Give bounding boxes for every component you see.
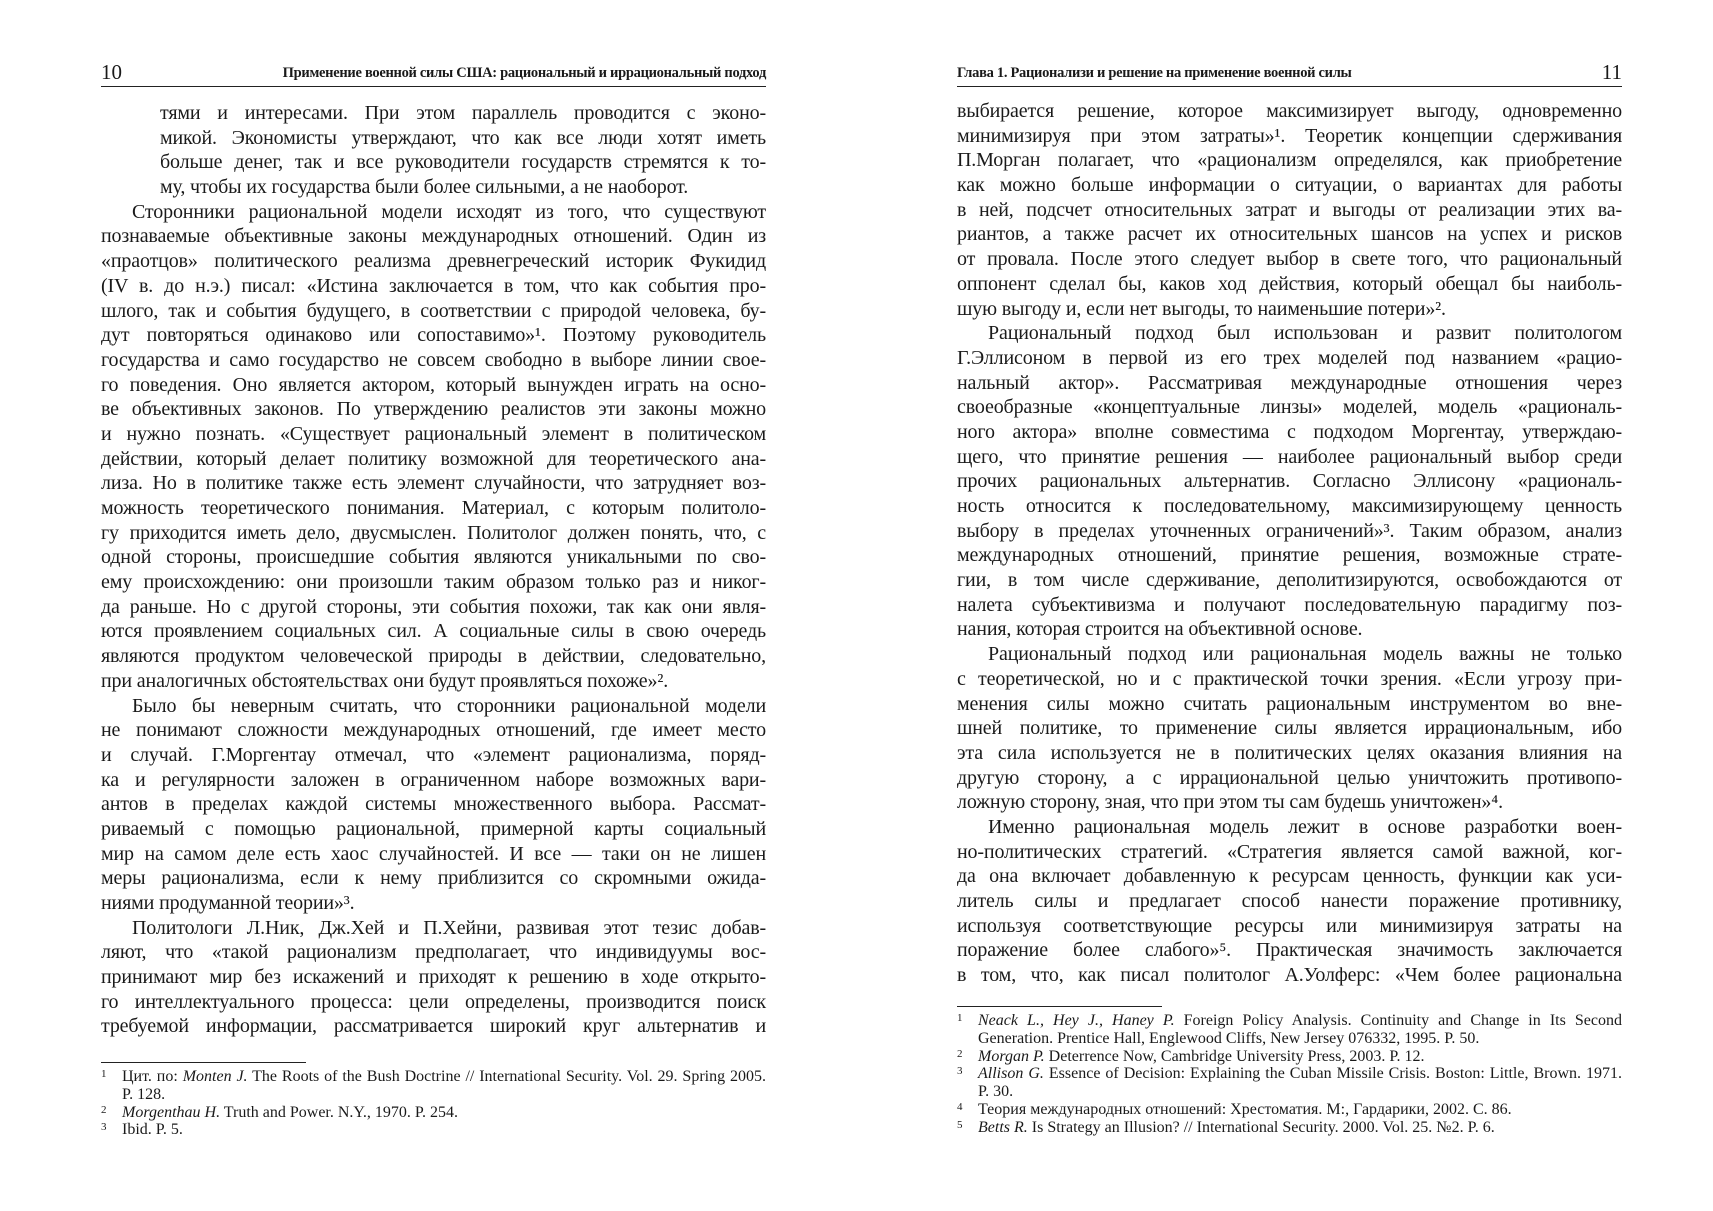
text-line: (IV в. до н.э.) писал: «Истина заключается в том, что как события про- [101,274,766,297]
footnote-text: Is Strategy an Illusion? // International Security. 2000. Vol. 25. №2. P. 6. [1027,1118,1495,1136]
text-line: ность относится к последовательному, максимизирующему ценность [957,495,1622,517]
text-line: поражение более слабого»⁵. Практическая значимость заключается [957,939,1622,962]
paragraph [101,200,766,694]
text-line: шлого, так и события будущего, в соответствии с природой человека, бу- [101,299,766,322]
running-head-title: Глава 1. Рационализи и решение на применение военной силы [957,65,1352,81]
text-line: минимизируя при этом затраты»¹. Теоретик концепции сдерживания [957,124,1622,147]
text-line: но-политических стратегий. «Стратегия является самой важной, ког- [957,840,1622,863]
text-line: шую выгоду и, если нет выгоды, то наименьшие потери»². [957,297,1446,320]
page-body [957,99,1622,988]
text-line: от провала. После этого следует выбор в свете того, что рациональный [957,248,1622,271]
text-line: Г.Эллисоном в первой из его трех моделей под названием «рацио- [957,346,1622,369]
footnote-number: 3 [101,1121,107,1134]
text-line: риваемый с помощью рациональной, примерной карты социальный [101,817,766,840]
text-line: «праотцов» политического реализма древнегреческий историк Фукидид [101,250,766,273]
text-line: нальный актор». Рассматривая международные отношения через [957,371,1622,394]
page-number: 11 [1601,60,1622,84]
footnote-number: 1 [957,1012,963,1024]
text-line: нания, которая строится на объективной основе. [957,618,1363,641]
text-line: государства и само государство не совсем свободно в выборе линии свое- [101,348,766,371]
footnote [101,1104,766,1122]
footnote-text: Essence of Decision: Explaining the Cuban Missile Crisis. Boston: Little, Brown. 1971. P. 30. [978,1065,1623,1101]
paragraph [957,642,1622,815]
text-line: меры рационализма, если к нему приблизится со скромными ожида- [101,867,766,890]
text-line: ниями продуманной теории»³. [101,892,355,914]
text-line: оппонент сделал бы, каков ход действия, который обещал бы наиболь- [957,272,1622,295]
text-line: му, чтобы их государства были более сильными, а не наоборот. [160,176,689,199]
footnote-number: 2 [101,1103,107,1116]
footnote-divider [101,1062,306,1063]
footnote-divider [957,1006,1162,1007]
text-line: Рациональный подход или рациональная модель важны не только [988,643,1622,666]
footnote-prefix: Цит. по: [122,1068,183,1085]
text-line: с теоретической, но и с практической точки зрения. «Если угрозу при- [957,667,1622,690]
footnote-author: Morgenthau H. [122,1103,221,1121]
paragraph [957,99,1622,321]
text-line: Рациональный подход был использован и развит политологом [988,322,1622,345]
paragraph [101,694,766,916]
text-line: налета субъективизма и получают последовательную парадигму поз- [957,593,1622,616]
footnote-text: Deterrence Now, Cambridge University Press, 2003. P. 12. [1044,1047,1425,1065]
footnote-number: 4 [957,1100,963,1113]
footnote-number: 1 [101,1068,107,1080]
text-line: тями и интересами. При этом параллель проводится с эконо- [160,102,766,124]
running-head [957,60,1622,87]
footnotes [957,1006,1622,1137]
footnote-author: Allison G. [978,1065,1044,1083]
paragraph [957,815,1622,988]
left-page [101,0,766,1211]
footnote [957,1012,1622,1048]
text-line: Политологи Л.Ник, Дж.Хей и П.Хейни, развивая этот тезис добав- [132,916,766,939]
footnote-text: Теория международных отношений: Хрестоматия. М:, Гардарики, 2002. С. 86. [978,1100,1512,1118]
text-line: Именно рациональная модель лежит в основе разработки воен- [988,815,1622,838]
text-line: выбирается решение, которое максимизирует выгоду, одновременно [957,100,1622,122]
text-line: мир на самом деле есть хаос случайностей. И все — таки он не лишен [101,842,766,865]
text-line: познаваемые объективные законы международных отношений. Один из [101,225,766,248]
footnote-number: 2 [957,1047,963,1060]
footnote-author: Betts R. [978,1118,1028,1136]
text-line: ложную сторону, зная, что при этом ты сам будешь уничтожен»⁴. [957,791,1503,814]
footnotes [101,1062,766,1139]
text-line: как можно больше информации о ситуации, о вариантах для работы [957,174,1622,197]
text-line: в том, что, как писал политолог А.Уолферс: «Чем более рациональна [957,964,1622,987]
footnote [101,1068,766,1104]
text-line: ляют, что «такой рационализм предполагает, что индивидуумы вос- [101,941,766,964]
running-head [101,60,766,87]
text-line: при аналогичных обстоятельствах они будут проявляться похоже»². [101,669,669,692]
text-line: ему происхождению: они произошли таким образом только раз и никог- [101,571,766,594]
footnote-author: Morgan P. [978,1047,1045,1065]
text-line: выбору в пределах уточненных ограничений»³. Таким образом, анализ [957,519,1622,542]
text-line: и нужно познать. «Существует рациональный элемент в политическом [101,422,766,445]
text-line: ка и регулярности заложен в ограниченном наборе возможных вари- [101,768,766,791]
text-line: микой. Экономисты утверждают, что как все люди хотят иметь [160,126,766,149]
footnote-number: 5 [957,1118,963,1131]
page-body [101,101,766,1039]
footnote-author: Neack L., Hey J., Haney P. [978,1012,1175,1029]
footnote-text: Ibid. P. 5. [122,1121,183,1139]
text-line: в ней, подсчет относительных затрат и выгоды от реализации этих ва- [957,198,1622,221]
footnote-text: Truth and Power. N.Y., 1970. P. 254. [220,1103,459,1121]
footnote [957,1065,1622,1101]
text-line: гии, в том числе сдерживание, деполитизируются, освобождаются от [957,569,1622,592]
text-line: го интеллектуального процесса: цели определены, производится поиск [101,990,766,1013]
text-line: да она включает добавленную к ресурсам ценность, функции как уси- [957,865,1622,888]
footnote [957,1119,1622,1137]
text-line: Сторонники рациональной модели исходят из того, что существуют [132,200,766,223]
text-line: больше денег, так и все руководители государств стремятся к то- [160,151,766,174]
text-line: принимают мир без искажений и приходят к решению в ходе открыто- [101,966,766,989]
text-line: щего, что принятие решения — наиболее рациональный выбор среди [957,445,1622,468]
page-number: 10 [101,60,122,84]
text-line: риантов, а также расчет их относительных шансов на успех и рисков [957,223,1622,246]
text-line: литель силы и предлагает способ нанести поражение противнику, [957,890,1622,912]
text-line: можность теоретического понимания. Материал, с которым политоло- [101,497,766,519]
text-line: антов в пределах каждой системы множественного выбора. Рассмат- [101,793,766,816]
text-line: ного актора» вполне совместима с подходом Моргентау, утверждаю- [957,420,1622,443]
text-line: используя соответствующие ресурсы или минимизируя затраты на [957,914,1622,937]
text-line: ве объективных законов. По утверждению реалистов эти законы можно [101,398,766,421]
footnote-text: The Roots of the Bush Doctrine // International Security. Vol. 29. Spring 2005. P. 128. [122,1068,766,1103]
text-line: действии, который делает политику возможной для теоретического ана- [101,447,766,470]
text-line: го поведения. Оно является актором, который вынужден играть на осно- [101,373,766,396]
text-line: и случай. Г.Моргентау отмечал, что «элемент рационализма, поряд- [101,743,766,766]
footnote-text: Foreign Policy Analysis. Continuity and Change in Its Second Generation. Prentice Hall, Englewood Cliffs, New Jersey 076332, 1995. P. 50. [978,1012,1622,1047]
footnote-author: Monten J. [182,1068,248,1085]
text-line: требуемой информации, рассматривается широкий круг альтернатив и [101,1015,766,1038]
footnote [957,1048,1622,1066]
text-line: являются продуктом человеческой природы в действии, следовательно, [101,645,766,668]
text-line: одной стороны, происшедшие события являются уникальными по сво- [101,546,766,569]
paragraph [160,101,766,200]
text-line: другую сторону, а с иррациональной целью уничтожить противопо- [957,766,1622,789]
right-page [957,0,1622,1211]
text-line: П.Морган полагает, что «рационализм определялся, как приобретение [957,149,1622,172]
text-line: эта сила используется не в политических целях оказания влияния на [957,741,1622,764]
footnote [101,1121,766,1139]
text-line: лиза. Но в политике также есть элемент случайности, что затрудняет воз- [101,472,766,495]
text-line: своеобразные «концептуальные линзы» моделей, модель «рациональ- [957,396,1622,419]
text-line: ются проявлением социальных сил. А социальные силы в свою очередь [101,620,766,643]
footnote [957,1101,1622,1119]
text-line: Было бы неверным считать, что сторонники рациональной модели [132,694,766,717]
text-line: международных отношений, принятие решения, возможные страте- [957,544,1622,567]
text-line: да раньше. Но с другой стороны, эти события похожи, так как они явля- [101,595,766,618]
text-line: менения силы можно считать рациональным инструментом во вне- [957,692,1622,715]
text-line: дут повторяться одинаково или сопоставимо»¹. Поэтому руководитель [101,324,766,347]
paragraph [957,321,1622,642]
text-line: шней политике, то применение силы является иррациональным, ибо [957,717,1622,740]
text-line: прочих рациональных альтернатив. Согласно Эллисону «рациональ- [957,470,1622,493]
paragraph [101,916,766,1039]
text-line: гу приходится иметь дело, двусмыслен. Политолог должен понять, что, с [101,521,766,544]
running-head-title: Применение военной силы США: рациональный и иррациональный подход [282,65,766,81]
text-line: не понимают сложности международных отношений, где имеет место [101,719,766,742]
footnote-number: 3 [957,1065,963,1078]
